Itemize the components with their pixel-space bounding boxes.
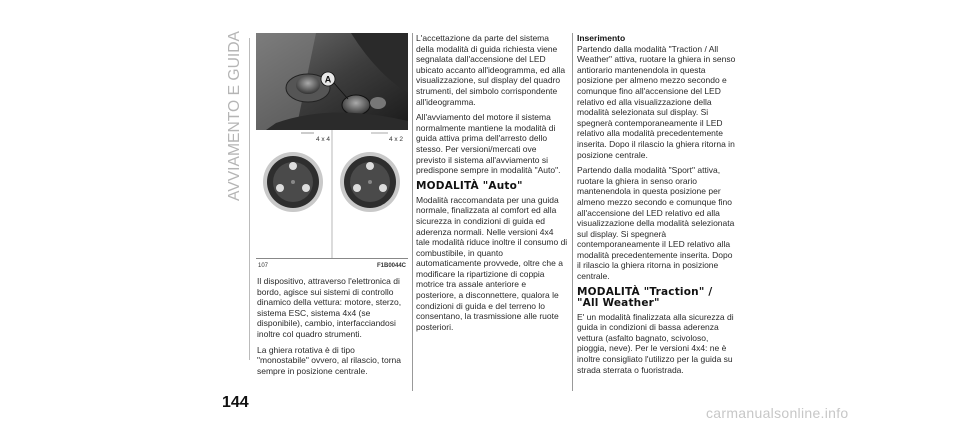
column-divider xyxy=(572,33,573,391)
column-2 xyxy=(416,33,568,337)
column-1 xyxy=(257,276,407,381)
knob-right-label: 4 x 2 xyxy=(388,136,404,143)
paragraph: Il dispositivo, attraverso l'elettronica di bordo, agisce sui sistemi di controllo dinamico della vettura: motore, sterzo, sistema ESC, sistema 4x4 (se disponibile), cambio, interfacciandosi inoltre col quadro strumenti. xyxy=(257,276,402,339)
watermark: carmanualsonline.info xyxy=(706,405,849,421)
figure-number: 107 xyxy=(258,263,269,269)
drive-mode-knobs xyxy=(256,130,408,258)
callout-a: A xyxy=(324,74,332,85)
figure-107 xyxy=(256,33,408,273)
section-heading-auto: MODALITÀ "Auto" xyxy=(416,179,523,192)
chapter-rule xyxy=(249,38,250,360)
paragraph: Modalità raccomandata per una guida normale, finalizzata al comfort ed alla sicurezza in condizioni di guida ed aderenza normali. Nelle versioni 4x4 tale modalità riduce inoltre il consumo di combustibile, in quanto automaticamente provvede, oltre che a modificare la ripartizione di coppia motrice tra assale anteriore e posteriore, a disconnettere, qualora le condizioni di guida e del terreno lo consentano, la trasmissione alle ruote posteriori. xyxy=(416,194,568,332)
paragraph: La ghiera rotativa è di tipo "monostabile" ovvero, al rilascio, torna sempre in posizione centrale. xyxy=(257,344,401,376)
column-divider xyxy=(412,33,413,391)
knob-4x2 xyxy=(340,152,400,212)
subheading-inserimento: Inserimento xyxy=(577,33,626,43)
paragraph: E' un modalità finalizzata alla sicurezza di guida in condizioni di bassa aderenza vettura (asfalto bagnato, scivoloso, pioggia, neve). Per le versioni 4x4: ne è inoltre consigliato l'utilizzo per la guida su strada sterrata o fuoristrada. xyxy=(577,311,734,375)
column-3 xyxy=(577,33,737,380)
knob-4x4 xyxy=(263,152,323,212)
paragraph: Partendo dalla modalità "Traction / All Weather" attiva, ruotare la ghiera in senso antiorario mantenendola in questa posizione per almeno mezzo secondo e comunque fino all'accensione del LED relativo ed alla visualizzazione della modalità selezionata sul display. Si spegnerà contemporaneamente il LED relativo alla modalità precedentemente inserita. Dopo il rilascio la ghiera ritorna in posizione centrale. xyxy=(577,43,736,160)
chapter-title-text: AVVIAMENTO E GUIDA xyxy=(226,28,243,201)
figure-code: F1B0044C xyxy=(376,263,406,269)
paragraph: L'accettazione da parte del sistema della modalità di guida richiesta viene segnalata dall'accensione del LED ubicato accanto all'ideogramma, ed alla visualizzazione, sul display del quadro strumenti, del simbolo corrispondente all'ideogramma. xyxy=(416,33,566,107)
knob-left-label: 4 x 4 xyxy=(315,136,331,143)
figure-rule xyxy=(256,258,408,259)
section-heading-traction: MODALITÀ "Traction" / "All Weather" xyxy=(577,285,713,309)
paragraph: Partendo dalla modalità "Sport" attiva, ruotare la ghiera in senso orario mantenendola in questa posizione per almeno mezzo secondo e comunque fino all'accensione del LED relativo ed alla visualizzazione della modalità selezionata sul display. Si spegnerà contemporaneamente il LED relativo alla modalità precedentemente inserita. Dopo il rilascio la ghiera ritorna in posizione centrale. xyxy=(577,165,735,282)
chapter-title xyxy=(221,28,245,203)
page-number: 144 xyxy=(222,394,249,411)
console-photo xyxy=(256,33,408,130)
paragraph: All'avviamento del motore il sistema normalmente mantiene la modalità di guida attiva prima dell'arresto dello stesso. Per versioni/mercati ove previsto il sistema all'avviamento si predispone sempre in modalità "Auto". xyxy=(416,112,561,176)
